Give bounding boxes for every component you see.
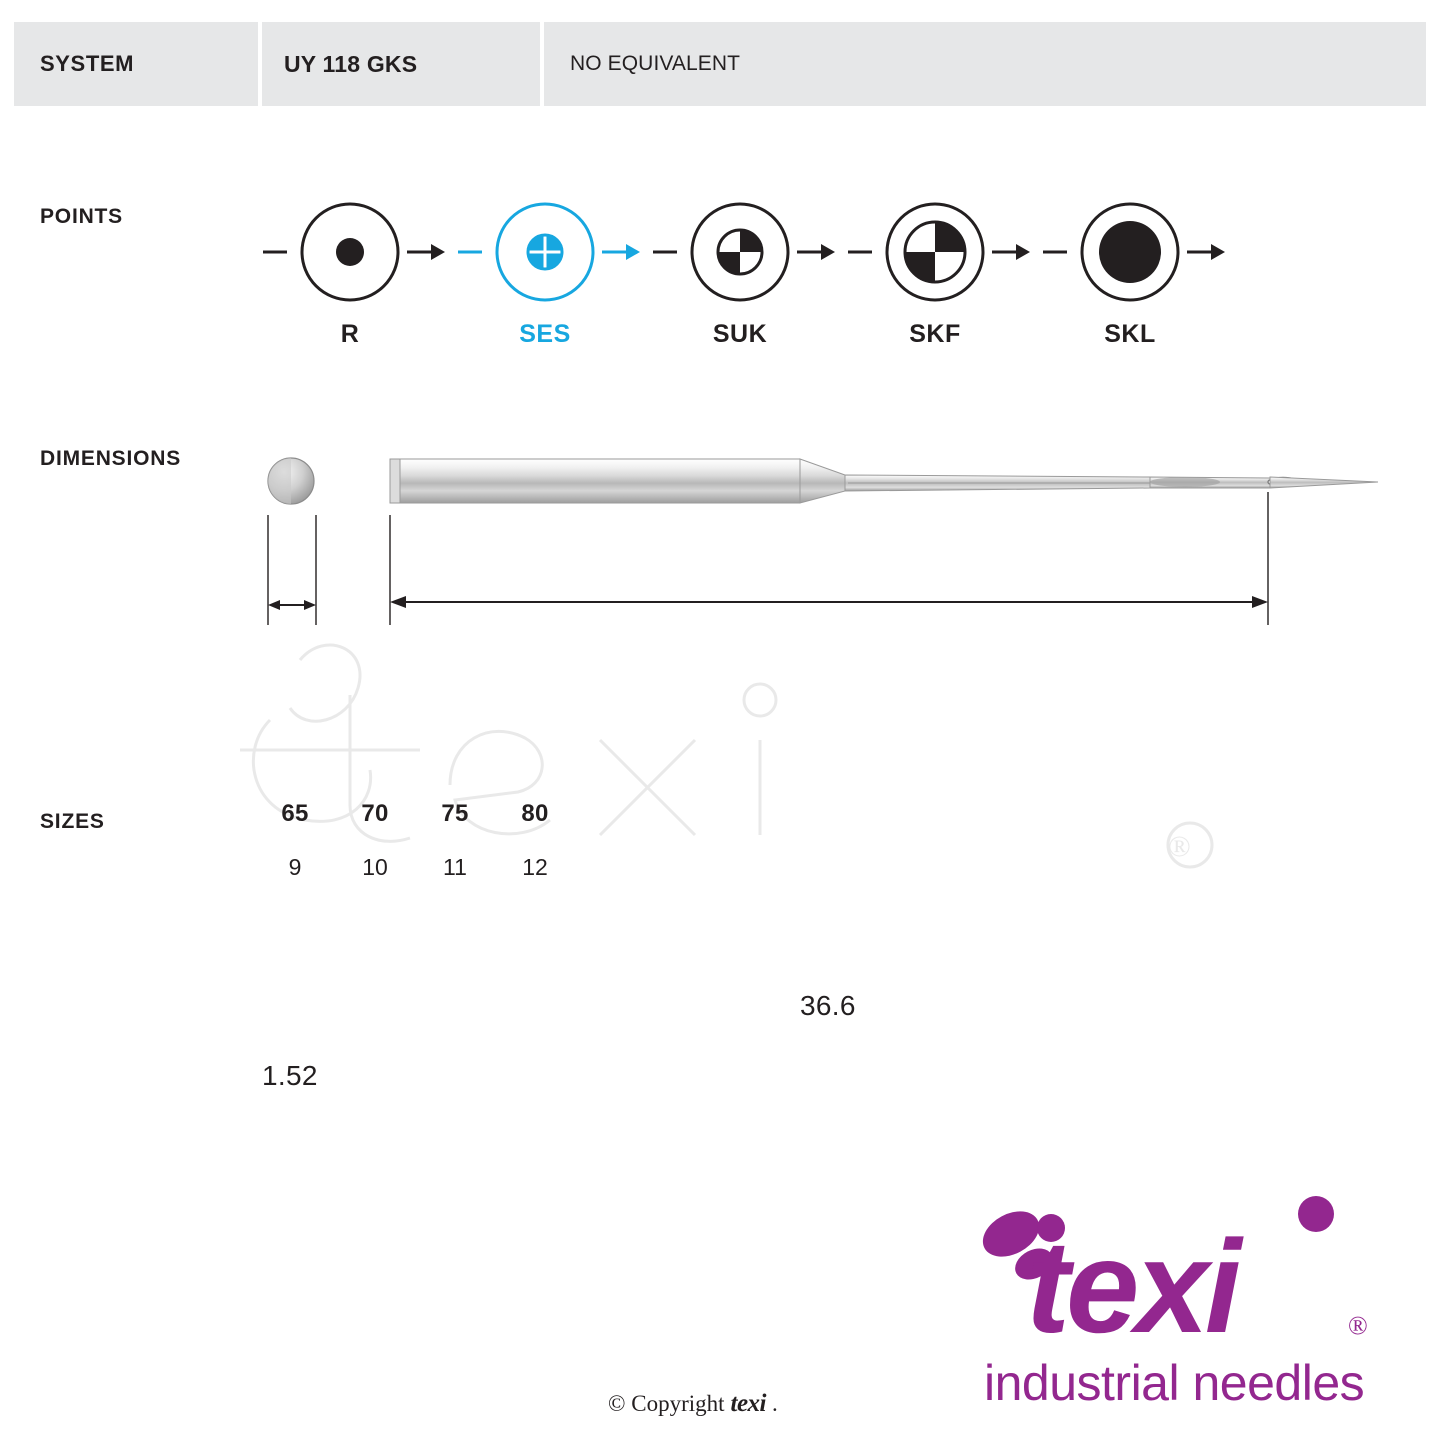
point-label-r: R <box>340 320 360 348</box>
copyright-text: © Copyright <box>608 1391 725 1416</box>
needle-drawing <box>0 420 1440 710</box>
size-singer-1: 10 <box>362 854 388 880</box>
size-singer-0: 9 <box>288 854 302 880</box>
needle-shank <box>390 459 800 503</box>
needle-taper <box>800 459 845 503</box>
size-column-3 <box>495 800 575 881</box>
sizes-section-label: SIZES <box>40 810 105 833</box>
size-column-2 <box>415 800 495 881</box>
points-section-label: POINTS <box>40 205 123 228</box>
point-item-skf[interactable] <box>840 180 1030 348</box>
copyright-brand: texi <box>730 1390 767 1417</box>
texi-logo-wordmark: texi <box>1026 1213 1238 1360</box>
point-label-skl: SKL <box>1104 320 1156 348</box>
texi-logo-registered: ® <box>1348 1311 1368 1340</box>
point-label-ses: SES <box>519 320 571 348</box>
size-nm-3: 80 <box>521 800 549 827</box>
point-item-ses[interactable] <box>450 180 640 348</box>
size-singer-2: 11 <box>443 854 467 880</box>
header-row <box>14 22 1426 106</box>
point-label-skf: SKF <box>909 320 961 348</box>
size-column-0 <box>255 800 335 881</box>
point-item-suk[interactable] <box>645 180 835 348</box>
point-icon-ses <box>450 180 640 320</box>
point-icon-skl <box>1035 180 1225 320</box>
dimensions-section-label: DIMENSIONS <box>40 447 182 470</box>
point-label-suk: SUK <box>712 320 768 348</box>
texi-logo <box>976 1192 1416 1422</box>
point-item-r[interactable] <box>255 180 445 348</box>
size-nm-0: 65 <box>281 800 309 827</box>
header-cell-system-code <box>262 22 540 106</box>
equivalent-text: NO EQUIVALENT <box>570 52 741 75</box>
needle-point <box>1270 477 1378 488</box>
system-label: SYSTEM <box>40 51 135 76</box>
svg-text:®: ® <box>1168 830 1191 863</box>
point-item-skl[interactable] <box>1035 180 1225 348</box>
copyright-notice <box>608 1390 778 1418</box>
size-nm-1: 70 <box>361 800 389 827</box>
header-cell-equivalent <box>544 22 1426 106</box>
point-icon-suk <box>645 180 835 320</box>
system-code: UY 118 GKS <box>284 50 418 77</box>
shank-diameter-value: 1.52 <box>262 1060 318 1091</box>
copyright-suffix: . <box>772 1391 778 1416</box>
points-diagram <box>255 180 1415 370</box>
point-icon-r <box>255 180 445 320</box>
point-icon-skf <box>840 180 1030 320</box>
size-column-1 <box>335 800 415 881</box>
texi-logo-tagline: industrial needles <box>984 1355 1365 1411</box>
header-cell-system <box>14 22 258 106</box>
size-singer-3: 12 <box>522 854 548 880</box>
total-length-value: 36.6 <box>800 990 856 1021</box>
size-nm-2: 75 <box>441 800 469 827</box>
